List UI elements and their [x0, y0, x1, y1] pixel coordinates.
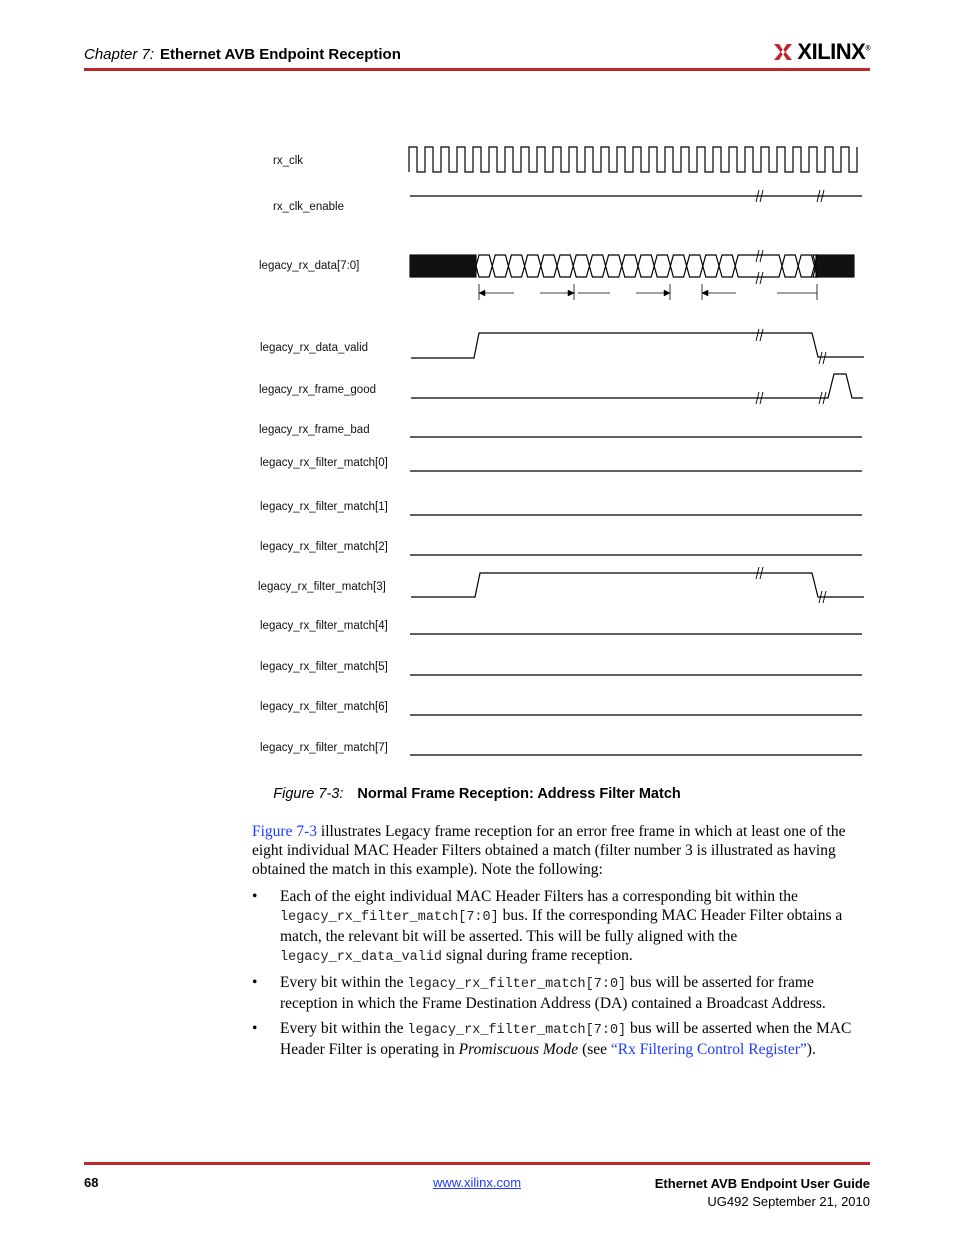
signal-name: legacy_rx_filter_match[7:0]: [407, 977, 627, 992]
break-marker: [756, 250, 759, 262]
break-marker: [760, 272, 763, 284]
bullet-text: Every bit within the: [280, 1020, 408, 1037]
page-header: [84, 39, 870, 68]
bullet-icon: •: [252, 974, 258, 991]
break-marker: [760, 329, 763, 341]
data-valid-wave: [411, 333, 864, 358]
signal-label: legacy_rx_filter_match[7]: [260, 742, 388, 754]
bullet-text: ).: [806, 1041, 816, 1058]
bullet-text: bus. If the corresponding MAC Header Filter obtains a match, the relevant bit will be asserted. This will be fully aligned with the: [280, 907, 843, 945]
break-marker: [823, 352, 826, 364]
bullet-text: signal during frame reception.: [442, 947, 633, 964]
signal-label: legacy_rx_frame_good: [259, 384, 376, 396]
chapter-title: Ethernet AVB Endpoint Reception: [160, 46, 401, 63]
signal-name: legacy_rx_filter_match[7:0]: [407, 1023, 627, 1038]
list-item: [252, 973, 870, 1013]
break-marker: [819, 352, 822, 364]
signal-label: legacy_rx_filter_match[3]: [258, 581, 386, 593]
signal-label: legacy_rx_filter_match[2]: [260, 541, 388, 553]
figure-title: Normal Frame Reception: Address Filter Match: [357, 786, 681, 802]
header-rule: [84, 68, 870, 71]
bullet-icon: •: [252, 888, 258, 905]
bullet-text: bus will be asserted for frame reception in which the Frame Destination Address (DA) contained a Broadcast Address.: [280, 974, 826, 1012]
signal-label: legacy_rx_data_valid: [260, 342, 369, 354]
data-bus-idle: [816, 255, 854, 277]
footer-rule: [84, 1162, 870, 1165]
signal-label: legacy_rx_filter_match[4]: [260, 620, 388, 632]
website-link[interactable]: www.xilinx.com: [432, 1175, 522, 1190]
arrow-head: [479, 290, 485, 296]
logo-registered-mark: ®: [865, 45, 870, 53]
signal-label: rx_clk_enable: [273, 201, 344, 213]
bullet-text: (see: [578, 1041, 611, 1058]
body-text: [252, 822, 870, 1065]
signal-name: legacy_rx_data_valid: [280, 950, 443, 965]
bullet-text: Every bit within the: [280, 974, 408, 991]
register-link[interactable]: “Rx Filtering Control Register”: [610, 1041, 807, 1058]
doc-id: UG492 September 21, 2010: [707, 1194, 870, 1209]
figure-label: Figure 7-3:: [273, 786, 344, 802]
frame-good-wave: [411, 374, 863, 398]
logo-text: [797, 39, 870, 65]
page-footer: [84, 1175, 870, 1215]
chapter-heading: [84, 46, 401, 63]
data-bus-idle: [410, 255, 476, 277]
guide-info: [655, 1175, 870, 1211]
signal-label: legacy_rx_filter_match[6]: [260, 701, 388, 713]
signal-label: legacy_rx_filter_match[0]: [260, 457, 388, 469]
waveforms: [409, 147, 864, 755]
arrow-head: [568, 290, 574, 296]
break-marker: [756, 272, 759, 284]
signal-label: legacy_rx_data[7:0]: [259, 260, 360, 272]
bullet-text: Each of the eight individual MAC Header Filters has a corresponding bit within the: [280, 888, 798, 905]
figure-link[interactable]: Figure 7-3: [252, 823, 318, 840]
intro-paragraph: [252, 822, 870, 879]
intro-text: illustrates Legacy frame reception for an error free frame in which at least one of the eight individual MAC Header Filters obtained a match (filter number 3 is illustrated as having obtained the match in this example). Note the following:: [252, 823, 846, 878]
filter-match-3-wave: [411, 573, 864, 597]
arrow-head: [664, 290, 670, 296]
arrow-head: [702, 290, 708, 296]
xilinx-x-icon: [773, 42, 793, 62]
signal-label: legacy_rx_filter_match[5]: [260, 661, 388, 673]
page-number: 68: [84, 1175, 99, 1190]
signal-label: legacy_rx_filter_match[1]: [260, 501, 388, 513]
logo-word: XILINX: [797, 39, 866, 64]
notes-list: [252, 887, 870, 1059]
signal-name: legacy_rx_filter_match[7:0]: [280, 910, 499, 925]
mode-name: Promiscuous Mode: [458, 1041, 579, 1058]
list-item: [252, 1019, 870, 1059]
figure-caption: [0, 786, 954, 802]
xilinx-logo: [773, 38, 870, 66]
data-bus-bytes: [476, 255, 817, 277]
guide-title: Ethernet AVB Endpoint User Guide: [654, 1176, 870, 1191]
break-marker: [760, 250, 763, 262]
break-marker: [756, 329, 759, 341]
timing-diagram: [250, 140, 870, 760]
list-item: [252, 887, 870, 967]
bullet-text: bus will be asserted when the MAC Header Filter is operating in: [280, 1020, 852, 1058]
signal-label: rx_clk: [273, 155, 304, 167]
bullet-icon: •: [252, 1020, 258, 1037]
chapter-label: Chapter 7:: [84, 46, 155, 63]
signal-labels: [258, 155, 388, 754]
signal-label: legacy_rx_frame_bad: [259, 424, 370, 436]
rx-clk-wave: [409, 147, 857, 172]
